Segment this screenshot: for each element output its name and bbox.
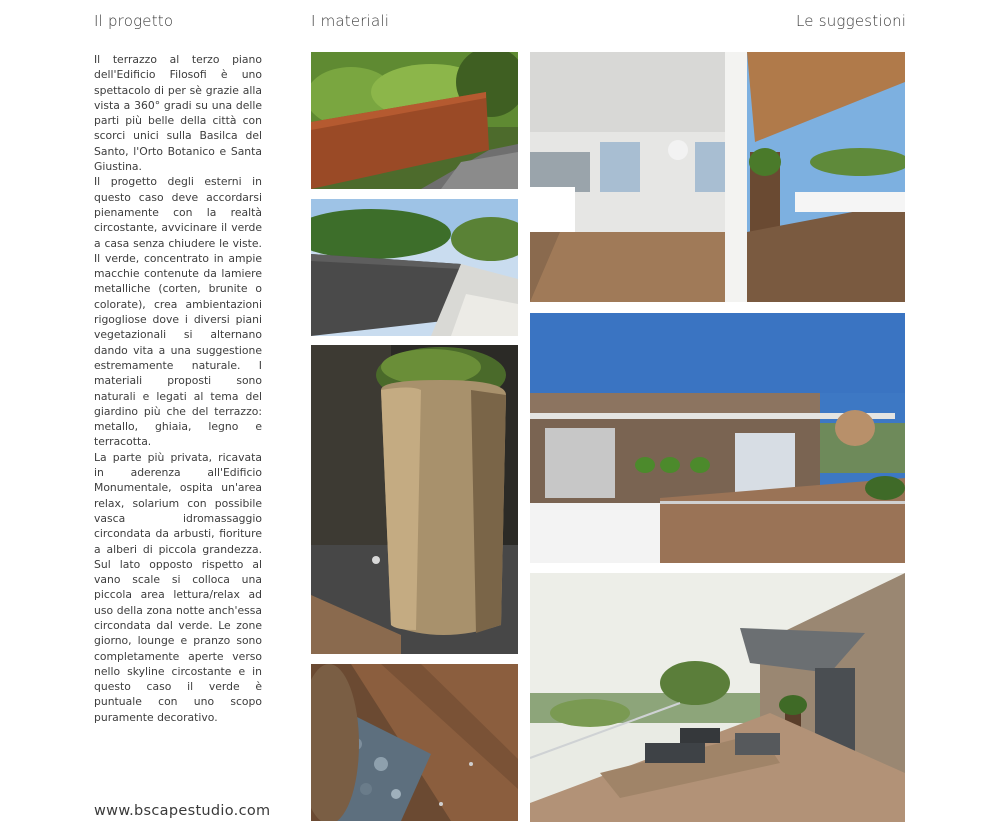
project-description xyxy=(94,52,262,725)
photo-interior-terrace xyxy=(530,52,905,302)
header-il-progetto: Il progetto xyxy=(94,12,174,30)
photo-wood-gravel-detail xyxy=(311,664,518,821)
header-i-materiali: I materiali xyxy=(311,12,390,30)
paragraph-intro: Il terrazzo al terzo piano dell'Edificio Filosofi è uno spettacolo di per sè grazie alla vista a 360° gradi su una delle parti più belle della città con scorci unici sulla Basilca del Santo, l'Orto Botanico e Santa Giustina. xyxy=(94,53,262,174)
photo-brunite-planter xyxy=(311,199,518,336)
photo-terracotta-vase xyxy=(311,345,518,654)
photo-corten-planter xyxy=(311,52,518,189)
photo-exterior-terrace xyxy=(530,313,905,563)
paragraph-project: Il progetto degli esterni in questo caso deve accordarsi pienamente con la realtà circostante, avvicinare il verde a casa senza chiudere le viste. Il verde, concentrato in ampie macchie contenute da lamiere metalliche (corten, brunite o colorate), crea ambientazioni rigogliose dove i diversi piani vegetazionali si alternano dando vita a una suggestione estremamente naturale. I materiali proposti sono naturali e legati al tema del giardino più che del terrazzo: metallo, ghiaia, legno e terracotta. xyxy=(94,175,262,449)
header-le-suggestioni: Le suggestioni xyxy=(796,12,907,30)
photo-lounge-terrace xyxy=(530,573,905,822)
paragraph-private-area: La parte più privata, ricavata in aderenza all'Edificio Monumentale, ospita un'area relax, solarium con possibile vasca idromassaggio circondata da arbusti, fioriture a alberi di piccola grandezza. Sul lato opposto rispetto al vano scale si colloca una piccola area lettura/relax ad uso della zona notte anch'essa circondata dal verde. Le zone giorno, lounge e pranzo sono completamente aperte verso nello skyline circostante e in questo caso il verde è puntuale con uno scopo puramente decorativo. xyxy=(94,450,262,724)
website-url[interactable]: www.bscapestudio.com xyxy=(94,803,271,819)
